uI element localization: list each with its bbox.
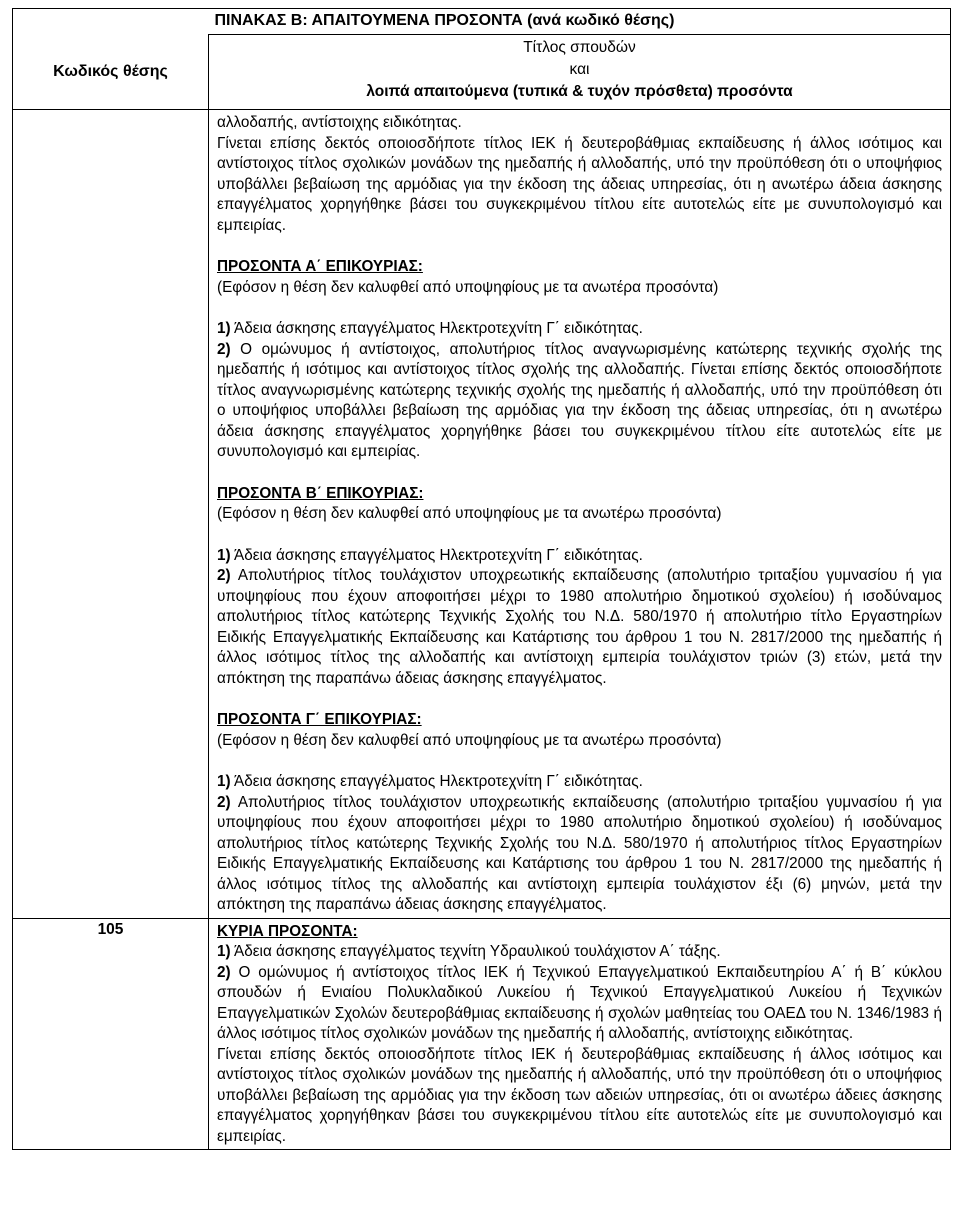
- requirement-item: 2) Απολυτήριος τίτλος τουλάχιστον υποχρεωτικής εκπαίδευσης (απολυτήριο τριταξίου γυμνασίου ή για υποψηφίους που έχουν αποφοιτήσει μέχρι το 1980 απολυτήριο δημοτικού σχολείου) ή ισοδύναμος απολυτήριος τίτλος κατώτερης Τεχνικής Σχολής του Ν.Δ. 580/1970 ή απολυτήριο τίτλο Εργαστηρίων Ειδικής Επαγγελματικής Εκπαίδευσης και Κατάρτισης του άρθρου 1 του Ν. 2817/2000 της ημεδαπής ή άλλος ισότιμος τίτλος της αλλοδαπής και αντίστοιχη εμπειρία τουλάχιστον τριών (3) ετών, μετά την απόκτηση της παραπάνω άδειας άσκησης επαγγέλματος.: [217, 567, 942, 687]
- requirement-item: 2) Απολυτήριος τίτλος τουλάχιστον υποχρεωτικής εκπαίδευσης (απολυτήριο τριταξίου γυμνασίου ή για υποψηφίους που έχουν αποφοιτήσει μέχρι το 1980 απολυτήριο δημοτικού σχολείου) ή ισοδύναμος απολυτήριος τίτλος κατώτερης Τεχνικής Σχολής του Ν.Δ. 580/1970 ή απολυτήριος τίτλος Εργαστηρίων Ειδικής Επαγγελματικής Εκπαίδευσης και Κατάρτισης του άρθρου 1 του Ν. 2817/2000 της ημεδαπής ή άλλος ισότιμος τίτλος της αλλοδαπής και αντίστοιχη εμπειρία τουλάχιστον έξι (6) μηνών, μετά την απόκτηση της παραπάνω άδειας άσκησης επαγγέλματος.: [217, 793, 942, 913]
- section-heading-c: ΠΡΟΣΟΝΤΑ Γ΄ ΕΠΙΚΟΥΡΙΑΣ:: [217, 711, 422, 728]
- title-column-header: [209, 35, 951, 110]
- table-row: [13, 110, 951, 919]
- requirement-item: 1) Άδεια άσκησης επαγγέλματος τεχνίτη Υδραυλικού τουλάχιστον Α΄ τάξης.: [217, 943, 721, 960]
- code-column-header: Κωδικός θέσης: [13, 35, 209, 110]
- header-line-2: και: [569, 61, 590, 78]
- table-row: [13, 918, 951, 1150]
- code-cell-empty: [13, 110, 209, 919]
- table-title: ΠΙΝΑΚΑΣ Β: ΑΠΑΙΤΟΥΜΕΝΑ ΠΡΟΣΟΝΤΑ (ανά κωδικό θέσης): [209, 9, 951, 35]
- header-line-3: λοιπά απαιτούμενα (τυπικά & τυχόν πρόσθετα) προσόντα: [366, 83, 793, 100]
- table-header-row: [13, 35, 951, 110]
- paragraph: Γίνεται επίσης δεκτός οποιοσδήποτε τίτλος ΙΕΚ ή δευτεροβάθμιας εκπαίδευσης ή άλλος ισότιμος και αντίστοιχος τίτλος σχολικών μονάδων της ημεδαπής ή αλλοδαπής, υπό την προϋπόθεση ότι ο υποψήφιος υποβάλλει βεβαίωση της αρμόδιας για την έκδοση της άδειας υπηρεσίας, ότι η ανωτέρω άδεια άσκησης επαγγέλματος χορηγήθηκε βάσει του συγκεκριμένου τίτλου είτε αυτοτελώς είτε με συνυπολογισμό και εμπειρίας.: [217, 134, 942, 234]
- requirements-table: [12, 8, 951, 1150]
- section-heading-a: ΠΡΟΣΟΝΤΑ Α΄ ΕΠΙΚΟΥΡΙΑΣ:: [217, 258, 423, 275]
- section-note-a: (Εφόσον η θέση δεν καλυφθεί από υποψηφίους με τα ανωτέρα προσόντα): [217, 278, 719, 296]
- continuation-line: αλλοδαπής, αντίστοιχης ειδικότητας.: [217, 114, 462, 131]
- requirements-cell: [209, 110, 951, 919]
- requirement-item: 1) Άδεια άσκησης επαγγέλματος Ηλεκτροτεχνίτη Γ΄ ειδικότητας.: [217, 546, 643, 564]
- section-note-c: (Εφόσον η θέση δεν καλυφθεί από υποψηφίους με τα ανωτέρω προσόντα): [217, 731, 722, 749]
- requirement-item: 2) Ο ομώνυμος ή αντίστοιχος, απολυτήριος τίτλος αναγνωρισμένης κατώτερης τεχνικής σχολής της ημεδαπής ή ισότιμος και αντίστοιχος τίτλος σχολής της αλλοδαπής. Γίνεται επίσης δεκτός οποιοσδήποτε τίτλος αναγνωρισμένης κατώτερης τεχνικής σχολής της ημεδαπής ή αλλοδαπής, υπό την προϋπόθεση ότι ο υποψήφιος υποβάλλει βεβαίωση της αρμόδιας για την έκδοση της άδειας υπηρεσίας, ότι η ανωτέρω άδεια άσκησης επαγγέλματος χορηγήθηκε βάσει του συγκεκριμένου τίτλου είτε αυτοτελώς είτε με συνυπολογισμό και εμπειρίας.: [217, 340, 942, 460]
- requirement-item: 1) Άδεια άσκησης επαγγέλματος Ηλεκτροτεχνίτη Γ΄ ειδικότητας.: [217, 320, 643, 337]
- table-title-row: [13, 9, 951, 35]
- section-heading-main: ΚΥΡΙΑ ΠΡΟΣΟΝΤΑ:: [217, 922, 358, 940]
- position-code: 105: [13, 918, 209, 1150]
- requirement-item: 2) Ο ομώνυμος ή αντίστοιχος τίτλος ΙΕΚ ή Τεχνικού Επαγγελματικού Εκπαιδευτηρίου Α΄ ή Β΄ κύκλου σπουδών ή Ενιαίου Πολυκλαδικού Λυκείου ή Τεχνικού Επαγγελματικού Λυκείου ή Τεχνικών Επαγγελματικών Σχολών δευτεροβάθμιας εκπαίδευσης ή σχολών μαθητείας του ΟΑΕΔ του Ν. 1346/1983 ή άλλος ισότιμος τίτλος σχολικών μονάδων της ημεδαπής ή αλλοδαπής, αντίστοιχης ειδικότητας.: [217, 963, 942, 1042]
- paragraph: Γίνεται επίσης δεκτός οποιοσδήποτε τίτλος ΙΕΚ ή δευτεροβάθμιας εκπαίδευσης ή άλλος ισότιμος και αντίστοιχος τίτλος σχολικών μονάδων της ημεδαπής ή αλλοδαπής, υπό την προϋπόθεση ότι ο υποψήφιος υποβάλλει βεβαίωση της αρμόδιας για την έκδοση των αδειών υπηρεσίας, ότι οι ανωτέρω άδειες άσκησης επαγγέλματος χορηγήθηκαν βάσει του συγκεκριμένου τίτλου είτε αυτοτελώς είτε με συνυπολογισμό και εμπειρίας.: [217, 1045, 942, 1145]
- header-line-1: Τίτλος σπουδών: [523, 39, 636, 56]
- section-heading-b: ΠΡΟΣΟΝΤΑ Β΄ ΕΠΙΚΟΥΡΙΑΣ:: [217, 484, 424, 502]
- section-note-b: (Εφόσον η θέση δεν καλυφθεί από υποψηφίους με τα ανωτέρω προσόντα): [217, 505, 722, 522]
- requirements-cell: [209, 918, 951, 1150]
- requirement-item: 1) Άδεια άσκησης επαγγέλματος Ηλεκτροτεχνίτη Γ΄ ειδικότητας.: [217, 773, 643, 790]
